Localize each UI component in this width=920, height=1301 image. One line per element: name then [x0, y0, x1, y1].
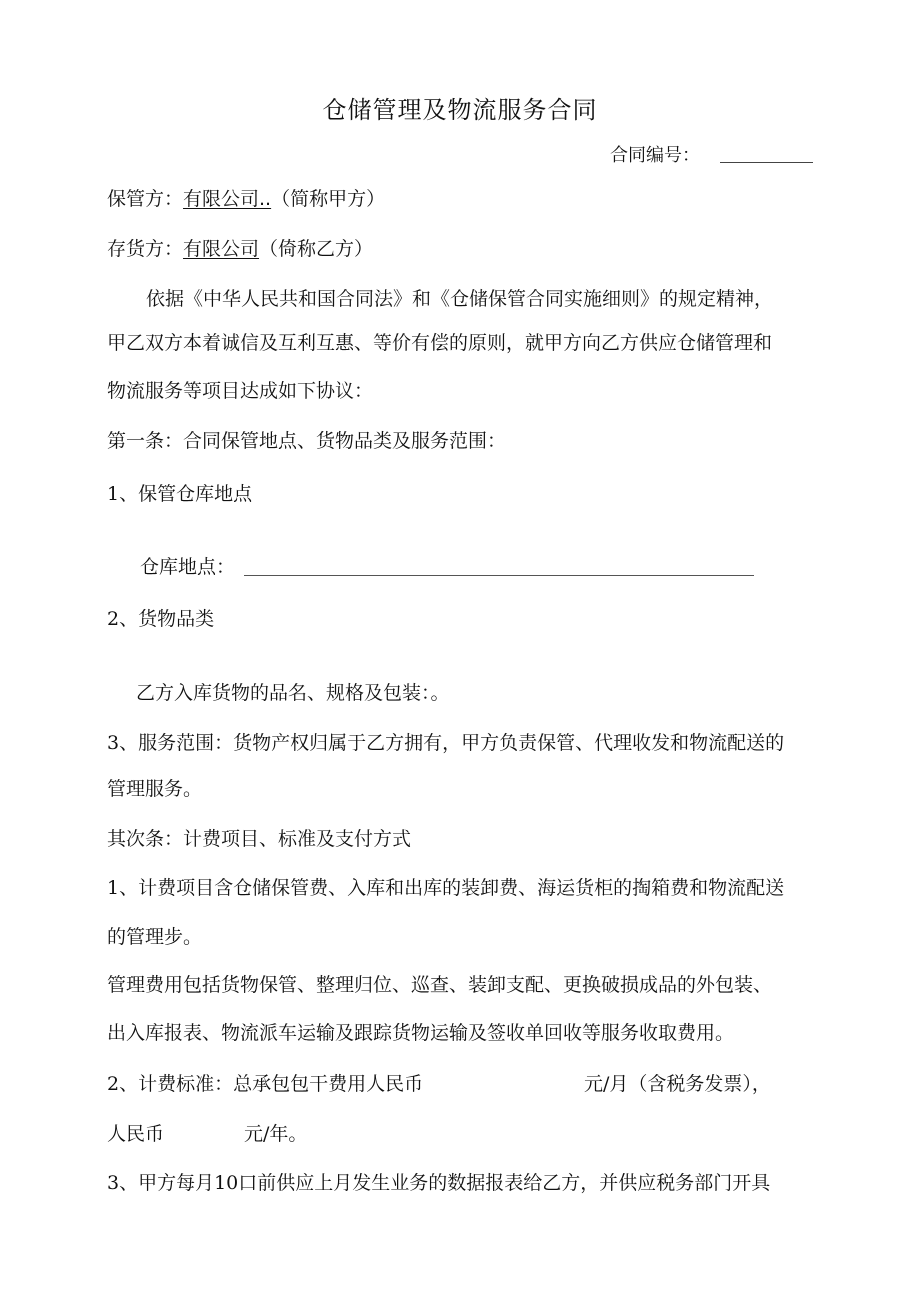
fee-standard-part-2: 元/月（含税务发票）， [584, 1073, 771, 1095]
article-1-item-2: 2、货物品类 [107, 608, 215, 630]
intro-line-2: 甲乙双方本着诚信及互利互惠、等价有偿的原则，就甲方向乙方供应仓储管理和 [107, 332, 773, 354]
party-b-name: 有限公司 [183, 238, 260, 260]
article-1-item-3-line-2: 管理服务。 [107, 778, 203, 800]
management-fee-line-2: 出入库报表、物流派车运输及跟踪货物运输及签收单回收等服务收取费用。 [107, 1022, 735, 1044]
party-b-note: （倚称乙方） [259, 238, 374, 260]
article-2-item-1-line-2: 的管理步。 [107, 926, 203, 948]
party-b-line [107, 236, 373, 262]
party-a-note: （简称甲方） [271, 188, 386, 210]
party-a-line [107, 186, 385, 212]
warehouse-location-label: 仓库地点： [140, 556, 236, 578]
fee-annual-label: 人民币 [107, 1123, 165, 1145]
party-b-label: 存货方： [107, 238, 184, 260]
article-2-heading: 其次条：计费项目、标准及支付方式 [107, 828, 412, 850]
party-a-name: 有限公司.. [183, 188, 272, 210]
article-2-item-1-line-1: 1、计费项目含仓储保管费、入库和出库的装卸费、海运货柜的掏箱费和物流配送 [107, 877, 785, 899]
contract-number-blank [720, 162, 813, 163]
party-a-label: 保管方： [107, 188, 184, 210]
goods-description: 乙方入库货物的品名、规格及包装：。 [136, 682, 450, 704]
article-1-item-1: 1、保管仓库地点 [107, 483, 253, 505]
article-1-heading: 第一条：合同保管地点、货物品类及服务范围： [107, 430, 507, 452]
management-fee-line-1: 管理费用包括货物保管、整理归位、巡查、装卸支配、更换破损成品的外包装、 [107, 974, 773, 996]
warehouse-location-blank [244, 575, 754, 576]
contract-number-label: 合同编号： [610, 145, 700, 166]
intro-line-3: 物流服务等项目达成如下协议： [107, 380, 374, 402]
article-1-item-3-line-1: 3、服务范围：货物产权归属于乙方拥有，甲方负责保管、代理收发和物流配送的 [107, 732, 785, 754]
fee-standard-part-1: 2、计费标准：总承包包干费用人民币 [107, 1073, 424, 1095]
intro-line-1: 依据《中华人民共和国合同法》和《仓储保管合同实施细则》的规定精神， [146, 288, 774, 310]
document-title: 仓储管理及物流服务合同 [322, 96, 598, 124]
fee-annual-unit: 元/年。 [244, 1123, 308, 1145]
article-2-item-3-line-1: 3、甲方每月10口前供应上月发生业务的数据报表给乙方，并供应税务部门开具 [107, 1172, 771, 1194]
